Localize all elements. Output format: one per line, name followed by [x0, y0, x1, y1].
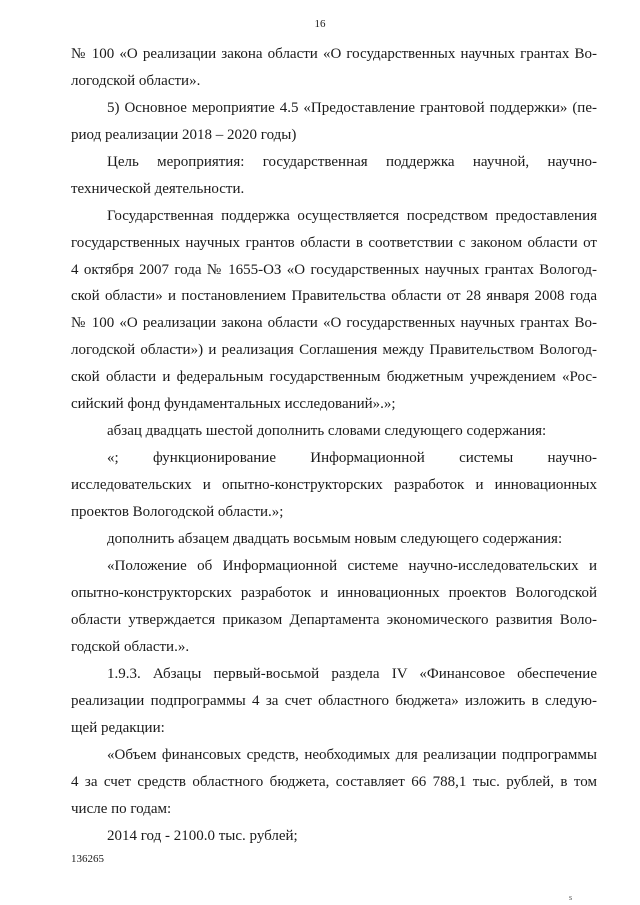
text-line: 4 за счет средств областного бюджета, составляет 66 788,1 тыс. рублей, в том	[71, 774, 597, 790]
text-line: ской области» и постановлением Правительства области от 28 января 2008 года	[71, 288, 597, 304]
text-line: государственных научных грантов области в соответствии с законом области от	[71, 235, 597, 251]
text-line: 5) Основное мероприятие 4.5 «Предоставление грантовой поддержки» (пе-	[107, 100, 597, 116]
text-line: № 100 «О реализации закона области «О государственных научных грантах Во-	[71, 46, 597, 62]
text-line: реализации подпрограммы 4 за счет областного бюджета» изложить в следую-	[71, 693, 597, 709]
text-line: «Объем финансовых средств, необходимых для реализации подпрограммы	[107, 747, 597, 763]
text-line: Государственная поддержка осуществляется посредством предоставления	[107, 208, 597, 224]
text-line: 1.9.3. Абзацы первый-восьмой раздела IV «Финансовое обеспечение	[107, 666, 597, 682]
page-number: 16	[314, 18, 326, 30]
text-line: проектов Вологодской области.»;	[71, 504, 284, 520]
text-line: «Положение об Информационной системе научно-исследовательских и	[107, 558, 597, 574]
corner-mark: s	[569, 893, 573, 902]
text-line: абзац двадцать шестой дополнить словами следующего содержания:	[107, 423, 547, 439]
document-code: 136265	[71, 853, 104, 865]
text-line: годской области.».	[71, 639, 190, 655]
text-line: «; функционирование Информационной системы научно-	[107, 450, 597, 466]
text-line: 4 октября 2007 года № 1655-ОЗ «О государственных научных грантах Вологод-	[71, 262, 597, 278]
text-line: технической деятельности.	[71, 181, 245, 197]
text-line: ской области и федеральным государственным бюджетным учреждением «Рос-	[71, 369, 597, 385]
text-line: опытно-конструкторских разработок и инновационных проектов Вологодской	[71, 585, 597, 601]
text-line: области утверждается приказом Департамента экономического развития Воло-	[71, 612, 597, 628]
text-line: Цель мероприятия: государственная поддержка научной, научно-	[107, 154, 597, 170]
text-line: логодской области») и реализация Соглашения между Правительством Вологод-	[71, 342, 597, 358]
text-line: сийский фонд фундаментальных исследований».»;	[71, 396, 396, 412]
text-line: щей редакции:	[71, 720, 165, 736]
text-line: риод реализации 2018 – 2020 годы)	[71, 127, 297, 143]
text-line: логодской области».	[71, 73, 201, 89]
text-line: исследовательских и опытно-конструкторских разработок и инновационных	[71, 477, 597, 493]
text-line: дополнить абзацем двадцать восьмым новым следующего содержания:	[107, 531, 563, 547]
text-line: № 100 «О реализации закона области «О государственных научных грантах Во-	[71, 315, 597, 331]
text-line: 2014 год - 2100.0 тыс. рублей;	[107, 828, 298, 844]
text-line: числе по годам:	[71, 801, 172, 817]
